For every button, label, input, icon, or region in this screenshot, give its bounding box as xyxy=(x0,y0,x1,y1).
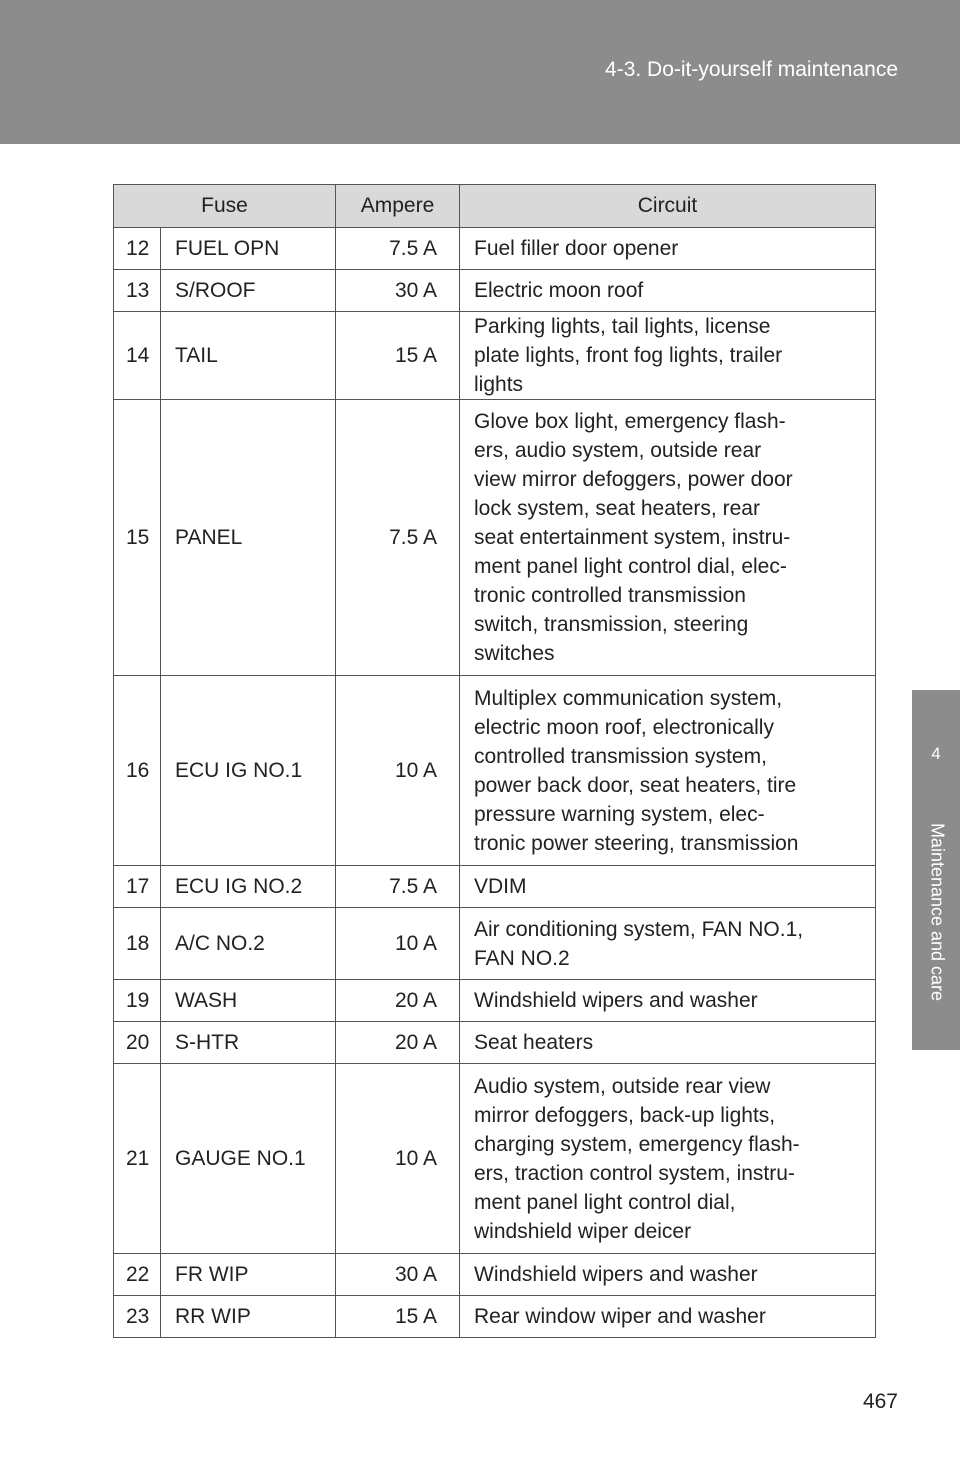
table-row xyxy=(114,1296,876,1338)
chapter-label: Maintenance and care xyxy=(927,822,948,1002)
fuse-ampere: 7.5 A xyxy=(336,866,460,908)
fuse-ampere: 10 A xyxy=(336,1064,460,1254)
table-row xyxy=(114,866,876,908)
circuit-line: ment panel light control dial, xyxy=(474,1190,736,1214)
table-row xyxy=(114,312,876,400)
fuse-number: 23 xyxy=(114,1296,161,1338)
table-row xyxy=(114,1022,876,1064)
circuit-line: windshield wiper deicer xyxy=(474,1219,692,1243)
circuit-line: Fuel filler door opener xyxy=(474,237,679,260)
page-header xyxy=(0,0,960,144)
fuse-number: 14 xyxy=(114,312,161,400)
circuit-line: power back door, seat heaters, tire xyxy=(474,773,797,797)
circuit-line: Rear window wiper and washer xyxy=(474,1305,766,1328)
circuit-line: lights xyxy=(474,373,524,396)
fuse-name: PANEL xyxy=(161,400,336,676)
circuit-line: ers, traction control system, instru- xyxy=(474,1161,795,1185)
fuse-number: 12 xyxy=(114,228,161,270)
fuse-ampere: 15 A xyxy=(336,1296,460,1338)
circuit-line: VDIM xyxy=(474,875,527,898)
fuse-ampere: 30 A xyxy=(336,1254,460,1296)
circuit-line: Air conditioning system, FAN NO.1, xyxy=(474,917,804,941)
fuse-name: FUEL OPN xyxy=(161,228,336,270)
fuse-number: 20 xyxy=(114,1022,161,1064)
circuit-line: ers, audio system, outside rear xyxy=(474,439,762,462)
section-title: 4-3. Do-it-yourself maintenance xyxy=(605,58,898,81)
circuit-line: Audio system, outside rear view xyxy=(474,1074,771,1098)
circuit-line: pressure warning system, elec- xyxy=(474,802,765,826)
table-row xyxy=(114,228,876,270)
circuit-line: Glove box light, emergency flash- xyxy=(474,410,786,433)
circuit-line: tronic controlled transmission xyxy=(474,584,746,607)
circuit-line: plate lights, front fog lights, trailer xyxy=(474,344,783,367)
circuit-line: lock system, seat heaters, rear xyxy=(474,497,760,520)
fuse-name: GAUGE NO.1 xyxy=(161,1064,336,1254)
circuit-line: view mirror defoggers, power door xyxy=(474,468,793,491)
fuse-number: 22 xyxy=(114,1254,161,1296)
column-header-fuse: Fuse xyxy=(114,185,336,228)
circuit-line: Multiplex communication system, xyxy=(474,686,783,710)
fuse-name: ECU IG NO.1 xyxy=(161,676,336,866)
fuse-table xyxy=(113,184,876,1338)
fuse-ampere: 20 A xyxy=(336,1022,460,1064)
fuse-ampere: 10 A xyxy=(336,908,460,980)
circuit-line: electric moon roof, electronically xyxy=(474,715,774,739)
circuit-line: Electric moon roof xyxy=(474,279,644,302)
fuse-circuit xyxy=(460,1296,876,1338)
fuse-name: FR WIP xyxy=(161,1254,336,1296)
circuit-line: ment panel light control dial, elec- xyxy=(474,555,787,578)
table-row xyxy=(114,1064,876,1254)
fuse-circuit xyxy=(460,676,876,866)
table-row xyxy=(114,270,876,312)
fuse-number: 18 xyxy=(114,908,161,980)
circuit-line: Windshield wipers and washer xyxy=(474,989,758,1012)
fuse-name: WASH xyxy=(161,980,336,1022)
circuit-line: switches xyxy=(474,642,555,665)
table-row xyxy=(114,400,876,676)
fuse-ampere: 15 A xyxy=(336,312,460,400)
column-header-ampere: Ampere xyxy=(336,185,460,228)
table-body xyxy=(114,228,876,1338)
circuit-line: seat entertainment system, instru- xyxy=(474,526,791,549)
page-number: 467 xyxy=(862,1390,898,1413)
fuse-number: 17 xyxy=(114,866,161,908)
chapter-number: 4 xyxy=(931,744,941,763)
fuse-circuit xyxy=(460,1022,876,1064)
circuit-line: tronic power steering, transmission xyxy=(474,831,799,855)
circuit-line: Parking lights, tail lights, license xyxy=(474,315,771,338)
column-header-circuit: Circuit xyxy=(460,185,876,228)
fuse-number: 15 xyxy=(114,400,161,676)
circuit-line: charging system, emergency flash- xyxy=(474,1132,800,1156)
fuse-ampere: 7.5 A xyxy=(336,228,460,270)
fuse-number: 19 xyxy=(114,980,161,1022)
fuse-ampere: 20 A xyxy=(336,980,460,1022)
fuse-name: S/ROOF xyxy=(161,270,336,312)
fuse-circuit xyxy=(460,866,876,908)
fuse-name: RR WIP xyxy=(161,1296,336,1338)
fuse-ampere: 30 A xyxy=(336,270,460,312)
fuse-circuit xyxy=(460,228,876,270)
fuse-circuit xyxy=(460,270,876,312)
fuse-name: ECU IG NO.2 xyxy=(161,866,336,908)
fuse-circuit xyxy=(460,400,876,676)
circuit-line: controlled transmission system, xyxy=(474,744,767,768)
fuse-circuit xyxy=(460,312,876,400)
fuse-name: S-HTR xyxy=(161,1022,336,1064)
circuit-line: FAN NO.2 xyxy=(474,946,570,970)
circuit-line: switch, transmission, steering xyxy=(474,613,749,636)
table-header-row xyxy=(114,185,876,228)
fuse-ampere: 10 A xyxy=(336,676,460,866)
chapter-tab xyxy=(912,690,960,1050)
table-row xyxy=(114,980,876,1022)
table-row xyxy=(114,676,876,866)
circuit-line: mirror defoggers, back-up lights, xyxy=(474,1103,776,1127)
table-row xyxy=(114,908,876,980)
fuse-number: 13 xyxy=(114,270,161,312)
circuit-line: Windshield wipers and washer xyxy=(474,1263,758,1286)
fuse-circuit xyxy=(460,908,876,980)
table-row xyxy=(114,1254,876,1296)
circuit-line: Seat heaters xyxy=(474,1031,594,1054)
fuse-circuit xyxy=(460,1064,876,1254)
fuse-number: 16 xyxy=(114,676,161,866)
fuse-circuit xyxy=(460,980,876,1022)
fuse-name: A/C NO.2 xyxy=(161,908,336,980)
fuse-number: 21 xyxy=(114,1064,161,1254)
fuse-circuit xyxy=(460,1254,876,1296)
fuse-ampere: 7.5 A xyxy=(336,400,460,676)
fuse-name: TAIL xyxy=(161,312,336,400)
